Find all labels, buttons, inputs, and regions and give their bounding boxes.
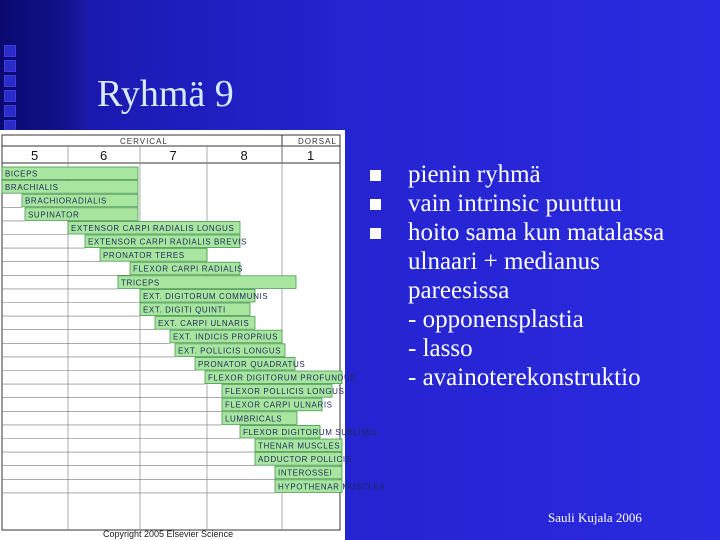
muscle-label: FLEXOR DIGITORUM SUBLIMIS — [243, 427, 378, 437]
cervical-header: CERVICAL — [120, 137, 168, 146]
footer-credit: Sauli Kujala 2006 — [548, 510, 642, 525]
bullet-line: - avainoterekonstruktio — [408, 364, 641, 391]
square-bullet-icon — [370, 228, 381, 239]
bullet-line: vain intrinsic puuttuu — [408, 190, 622, 217]
bullet-line: hoito sama kun matalassa — [408, 219, 665, 246]
bullet-text — [408, 189, 718, 218]
bullet-list — [368, 160, 718, 392]
muscle-label: EXT. CARPI ULNARIS — [158, 319, 250, 329]
square-bullet-icon — [370, 199, 381, 210]
muscle-label: THENAR MUSCLES — [258, 441, 341, 451]
bullet-line: pareesissa — [408, 277, 510, 304]
muscle-label: FLEXOR POLLICIS LONGUS — [225, 387, 345, 397]
muscle-label: PRONATOR QUADRATUS — [198, 359, 306, 369]
figure-copyright: Copyright 2005 Elsevier Science — [103, 529, 234, 539]
slide-title: Ryhmä 9 — [97, 73, 234, 115]
segment-label: 5 — [31, 148, 39, 163]
muscle-label: EXT. DIGITORUM COMMUNIS — [143, 291, 269, 301]
muscle-label: FLEXOR CARPI RADIALIS — [133, 264, 243, 274]
decorative-squares — [0, 42, 18, 135]
segment-label: 6 — [100, 148, 108, 163]
bullet-text — [408, 218, 718, 392]
segment-label: 7 — [169, 148, 177, 163]
square-decoration — [4, 105, 16, 117]
innervation-chart — [0, 130, 386, 540]
muscle-label: EXT. INDICIS PROPRIUS — [173, 332, 279, 342]
muscle-label: EXTENSOR CARPI RADIALIS BREVIS — [88, 237, 247, 247]
square-decoration — [4, 60, 16, 72]
muscle-label: EXT. DIGITI QUINTI — [143, 305, 226, 315]
square-decoration — [4, 75, 16, 87]
muscle-label: EXTENSOR CARPI RADIALIS LONGUS — [71, 223, 235, 233]
muscle-label: SUPINATOR — [28, 210, 80, 220]
bullet-line: - opponensplastia — [408, 306, 584, 333]
muscle-label: HYPOTHENAR MUSCLES — [278, 482, 386, 492]
muscle-label: BRACHIORADIALIS — [25, 196, 107, 206]
bullet-item — [368, 189, 718, 218]
bullet-item — [368, 160, 718, 189]
segment-label: 8 — [240, 148, 248, 163]
muscle-label: ADDUCTOR POLLICIS — [258, 455, 352, 465]
innervation-chart-figure — [0, 130, 386, 540]
muscle-label: EXT. POLLICIS LONGUS — [178, 346, 282, 356]
bullet-item — [368, 218, 718, 392]
bullet-text — [408, 160, 718, 189]
square-decoration — [4, 45, 16, 57]
muscle-label: INTEROSSEI — [278, 468, 333, 478]
square-decoration — [4, 90, 16, 102]
muscle-label: PRONATOR TERES — [103, 251, 185, 261]
bullet-line: pienin ryhmä — [408, 161, 541, 188]
muscle-label: FLEXOR DIGITORUM PROFUNDUS — [208, 373, 357, 383]
bullet-line: - lasso — [408, 335, 473, 362]
muscle-label: BRACHIALIS — [5, 183, 59, 193]
segment-label: 1 — [307, 148, 315, 163]
square-bullet-icon — [370, 170, 381, 181]
dorsal-header: DORSAL — [298, 137, 337, 146]
muscle-label: FLEXOR CARPI ULNARIS — [225, 400, 333, 410]
muscle-label: TRICEPS — [121, 278, 160, 288]
bullet-line: ulnaari + medianus — [408, 248, 600, 275]
muscle-label: BICEPS — [5, 169, 38, 179]
muscle-label: LUMBRICALS — [225, 414, 283, 424]
